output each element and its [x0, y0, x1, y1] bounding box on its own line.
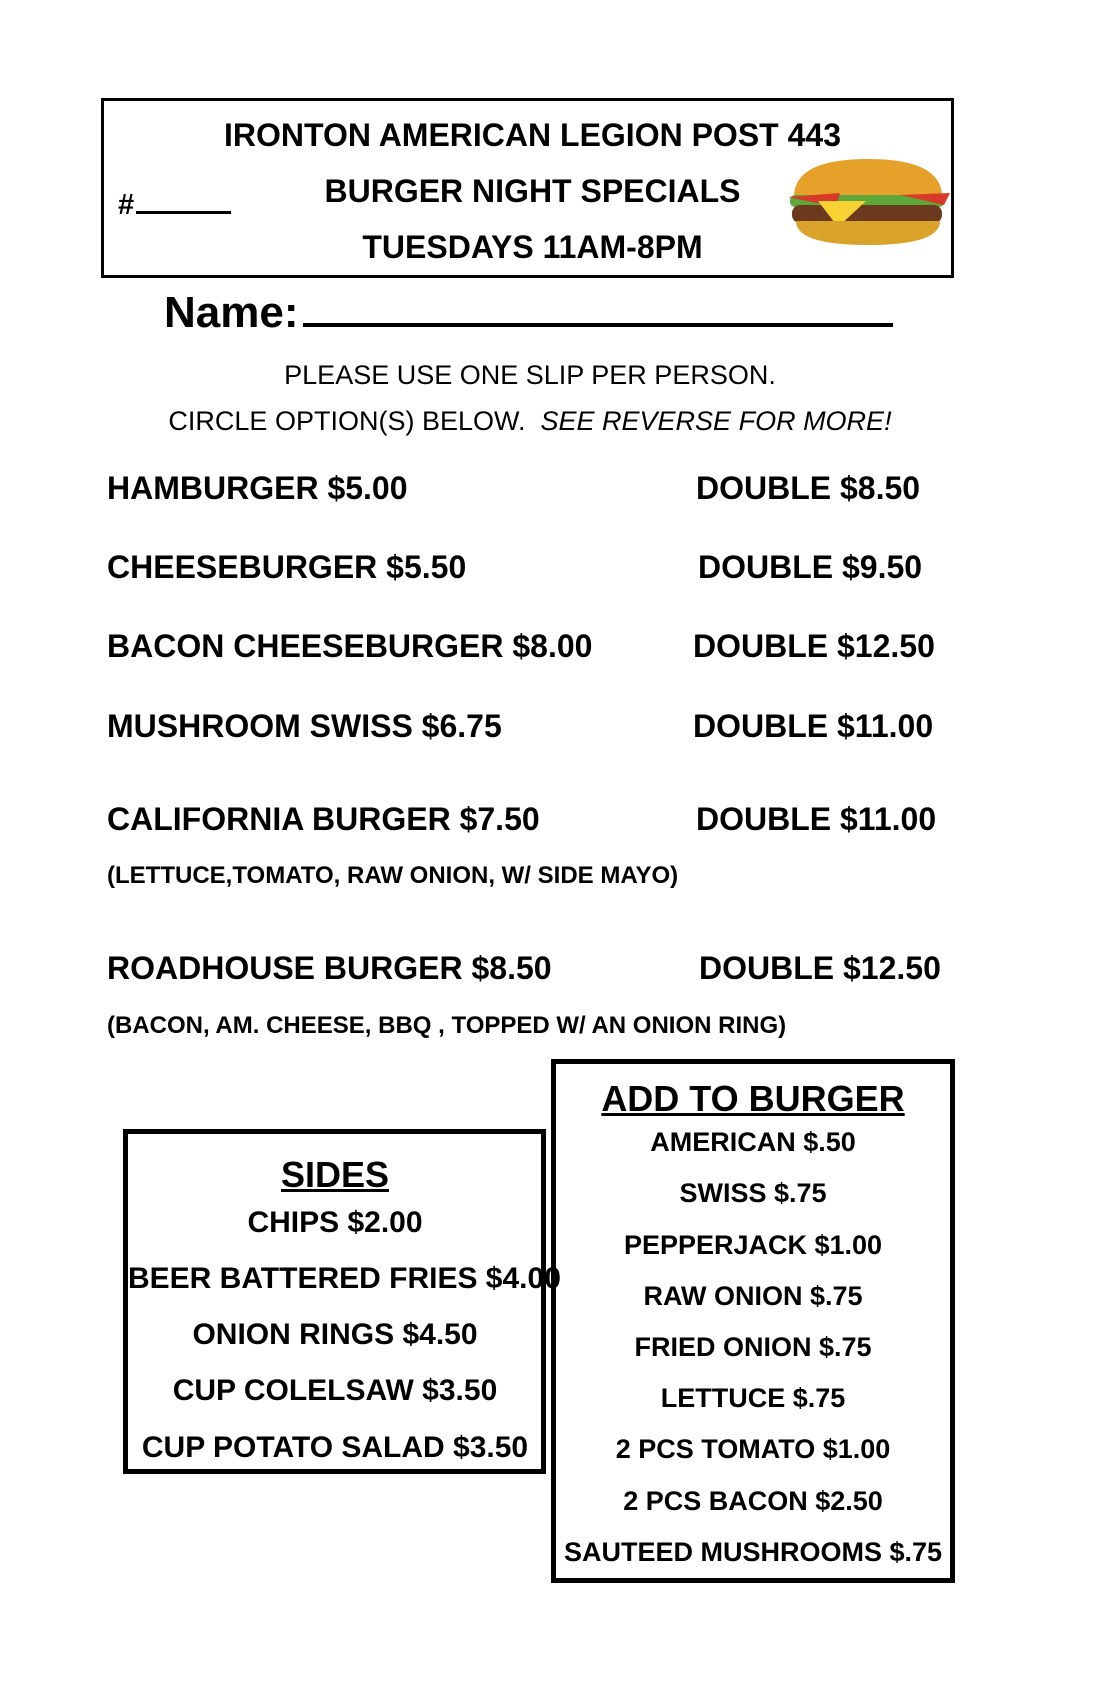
addon-item[interactable]: SAUTEED MUSHROOMS $.75 — [563, 1537, 943, 1567]
burger-double[interactable]: DOUBLE $12.50 — [693, 628, 935, 664]
burger-single[interactable]: CHEESEBURGER $5.50 — [107, 549, 467, 585]
header-hours: TUESDAYS 11AM-8PM — [362, 229, 703, 265]
burger-icon — [780, 155, 952, 247]
burger-single[interactable]: BACON CHEESEBURGER $8.00 — [107, 628, 593, 664]
side-item[interactable]: BEER BATTERED FRIES $4.00 — [128, 1262, 561, 1295]
instruction-line-1: PLEASE USE ONE SLIP PER PERSON. — [284, 360, 776, 390]
add-to-burger-title: ADD TO BURGER — [601, 1078, 905, 1119]
instruction-circle: CIRCLE OPTION(S) BELOW. — [168, 406, 526, 436]
burger-single[interactable]: ROADHOUSE BURGER $8.50 — [107, 950, 552, 986]
header-title: IRONTON AMERICAN LEGION POST 443 — [224, 117, 841, 153]
burger-description: (BACON, AM. CHEESE, BBQ , TOPPED W/ AN ONION RING) — [107, 1012, 787, 1039]
addon-item[interactable]: 2 PCS TOMATO $1.00 — [615, 1434, 891, 1464]
addon-item[interactable]: PEPPERJACK $1.00 — [623, 1230, 883, 1260]
burger-description: (LETTUCE,TOMATO, RAW ONION, W/ SIDE MAYO) — [107, 862, 679, 889]
name-field[interactable] — [164, 288, 893, 338]
instruction-reverse: SEE REVERSE FOR MORE! — [540, 406, 892, 436]
instruction-line-2 — [0, 406, 1060, 437]
side-item[interactable]: CUP COLELSAW $3.50 — [172, 1374, 498, 1407]
sides-box — [123, 1129, 561, 1474]
addon-item[interactable]: FRIED ONION $.75 — [634, 1332, 872, 1362]
name-label: Name: — [164, 288, 299, 337]
add-to-burger-box — [551, 1059, 955, 1583]
sides-title: SIDES — [280, 1154, 390, 1195]
header-subtitle: BURGER NIGHT SPECIALS — [324, 173, 741, 209]
side-item[interactable]: ONION RINGS $4.50 — [192, 1318, 478, 1351]
burger-double[interactable]: DOUBLE $11.00 — [696, 801, 937, 837]
burger-double[interactable]: DOUBLE $9.50 — [698, 549, 923, 585]
burger-single[interactable]: CALIFORNIA BURGER $7.50 — [107, 801, 540, 837]
ticket-number-field[interactable] — [118, 189, 231, 222]
addon-item[interactable]: SWISS $.75 — [679, 1178, 827, 1208]
header-box — [101, 98, 954, 278]
side-item[interactable]: CUP POTATO SALAD $3.50 — [141, 1431, 529, 1464]
ticket-label: # — [118, 189, 135, 221]
burger-double[interactable]: DOUBLE $11.00 — [693, 708, 934, 744]
addon-item[interactable]: RAW ONION $.75 — [643, 1281, 863, 1311]
addon-item[interactable]: LETTUCE $.75 — [660, 1383, 846, 1413]
side-item[interactable]: CHIPS $2.00 — [247, 1206, 423, 1239]
burger-single[interactable]: MUSHROOM SWISS $6.75 — [107, 708, 502, 744]
burger-double[interactable]: DOUBLE $12.50 — [699, 950, 941, 986]
burger-double[interactable]: DOUBLE $8.50 — [696, 470, 921, 506]
addon-item[interactable]: 2 PCS BACON $2.50 — [623, 1486, 883, 1516]
burger-single[interactable]: HAMBURGER $5.00 — [107, 470, 408, 506]
addon-item[interactable]: AMERICAN $.50 — [650, 1127, 856, 1157]
